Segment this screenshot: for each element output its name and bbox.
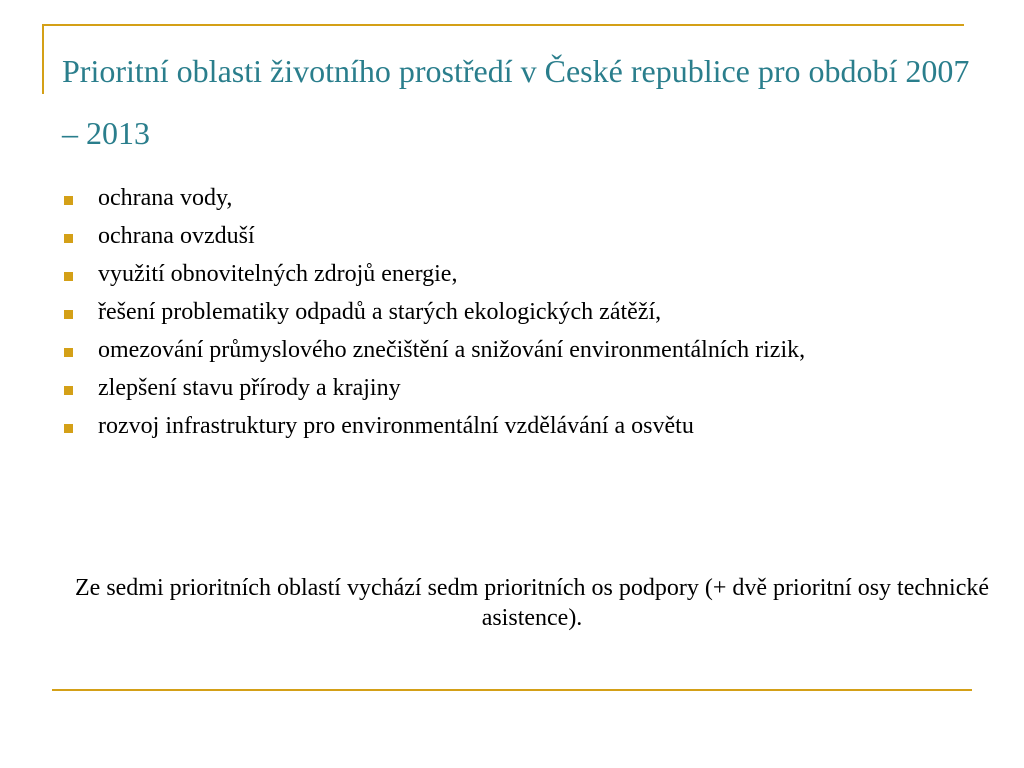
bullet-list (62, 185, 962, 451)
list-item-text: ochrana ovzduší (98, 223, 255, 249)
list-item-text: zlepšení stavu přírody a krajiny (98, 375, 401, 401)
list-item (62, 261, 962, 287)
list-item-text: omezování průmyslového znečištění a snižování environmentálních rizik, (98, 337, 806, 363)
left-accent-line (42, 24, 44, 94)
square-bullet-icon (64, 386, 73, 395)
slide-title: Prioritní oblasti životního prostředí v České republice pro období 2007 – 2013 (62, 53, 970, 151)
list-item-text: využití obnovitelných zdrojů energie, (98, 261, 458, 287)
square-bullet-icon (64, 348, 73, 357)
list-item (62, 223, 962, 249)
list-item-text: ochrana vody, (98, 185, 233, 211)
list-item-text: řešení problematiky odpadů a starých ekologických zátěží, (98, 299, 662, 325)
list-item (62, 413, 962, 439)
square-bullet-icon (64, 424, 73, 433)
summary-note: Ze sedmi prioritních oblastí vychází sedm prioritních os podpory (+ dvě prioritní osy technické asistence). (75, 575, 989, 631)
list-item (62, 299, 962, 325)
list-item-text: rozvoj infrastruktury pro environmentální vzdělávání a osvětu (98, 413, 694, 439)
top-accent-line (42, 24, 964, 26)
list-item (62, 337, 962, 363)
square-bullet-icon (64, 234, 73, 243)
square-bullet-icon (64, 196, 73, 205)
bottom-accent-line (52, 689, 972, 691)
square-bullet-icon (64, 310, 73, 319)
list-item (62, 375, 962, 401)
square-bullet-icon (64, 272, 73, 281)
list-item (62, 185, 962, 211)
